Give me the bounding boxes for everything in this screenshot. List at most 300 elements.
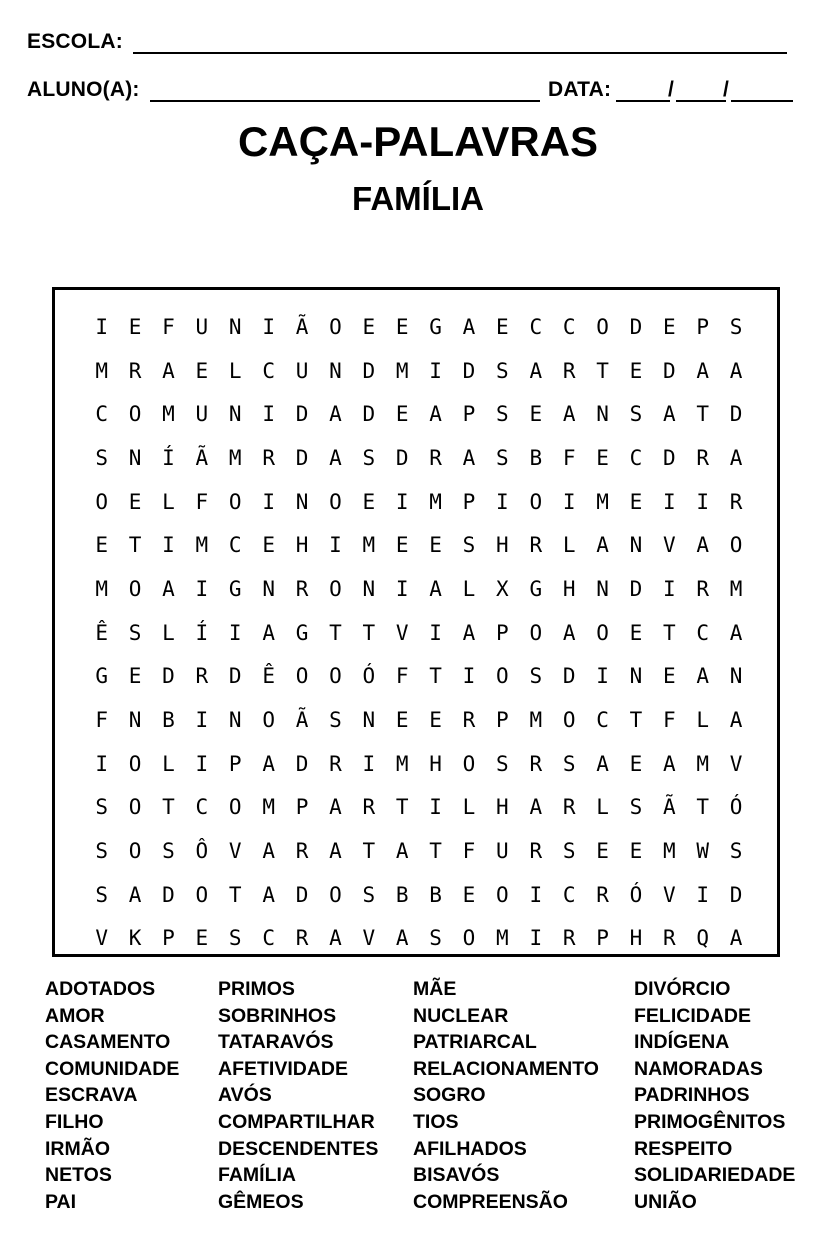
grid-letter[interactable]: A <box>729 620 743 645</box>
grid-letter[interactable]: P <box>696 314 710 339</box>
grid-letter[interactable]: R <box>596 882 609 907</box>
grid-letter[interactable]: T <box>663 620 676 645</box>
grid-letter[interactable]: G <box>95 664 109 689</box>
grid-letter[interactable]: A <box>128 882 142 907</box>
grid-letter[interactable]: T <box>429 664 442 689</box>
grid-letter[interactable]: N <box>128 445 142 470</box>
grid-letter[interactable]: R <box>262 445 275 470</box>
grid-letter[interactable]: L <box>162 489 175 514</box>
grid-letter[interactable]: E <box>429 533 442 558</box>
grid-letter[interactable]: S <box>362 445 376 470</box>
grid-letter[interactable]: Ê <box>262 664 275 689</box>
date-day-field[interactable] <box>616 100 670 102</box>
grid-letter[interactable]: L <box>162 751 175 776</box>
grid-letter[interactable]: N <box>329 358 342 383</box>
grid-letter[interactable]: P <box>496 620 509 645</box>
grid-letter[interactable]: P <box>462 489 476 514</box>
grid-letter[interactable]: C <box>262 926 275 951</box>
grid-letter[interactable]: A <box>596 533 609 558</box>
grid-letter[interactable]: E <box>429 708 442 733</box>
grid-letter[interactable]: S <box>429 926 442 951</box>
grid-letter[interactable]: C <box>262 358 275 383</box>
grid-letter[interactable]: E <box>195 358 209 383</box>
grid-letter[interactable]: D <box>362 358 376 383</box>
grid-letter[interactable]: E <box>395 402 409 427</box>
grid-letter[interactable]: A <box>696 533 710 558</box>
grid-letter[interactable]: T <box>596 358 609 383</box>
grid-letter[interactable]: G <box>228 576 242 601</box>
grid-letter[interactable]: A <box>462 445 476 470</box>
grid-letter[interactable]: D <box>729 882 743 907</box>
grid-letter[interactable]: V <box>663 533 676 558</box>
grid-letter[interactable]: O <box>329 314 342 339</box>
grid-letter[interactable]: M <box>228 445 242 470</box>
grid-letter[interactable]: S <box>95 839 109 864</box>
grid-letter[interactable]: R <box>429 445 442 470</box>
grid-letter[interactable]: S <box>95 795 109 820</box>
grid-letter[interactable]: O <box>329 576 342 601</box>
grid-letter[interactable]: Í <box>162 445 175 470</box>
grid-letter[interactable]: N <box>629 533 643 558</box>
grid-letter[interactable]: M <box>696 751 710 776</box>
grid-letter[interactable]: N <box>262 576 275 601</box>
grid-letter[interactable]: L <box>696 708 710 733</box>
grid-letter[interactable]: A <box>262 882 275 907</box>
grid-letter[interactable]: C <box>95 402 109 427</box>
grid-letter[interactable]: L <box>228 358 242 383</box>
grid-letter[interactable]: S <box>729 839 743 864</box>
grid-letter[interactable]: R <box>663 926 676 951</box>
grid-letter[interactable]: M <box>95 576 109 601</box>
grid-letter[interactable]: I <box>395 576 409 601</box>
grid-letter[interactable]: O <box>128 839 142 864</box>
grid-letter[interactable]: S <box>162 839 175 864</box>
grid-letter[interactable]: C <box>562 314 576 339</box>
grid-letter[interactable]: N <box>228 402 242 427</box>
grid-letter[interactable]: F <box>462 839 476 864</box>
grid-letter[interactable]: D <box>162 664 175 689</box>
grid-letter[interactable]: N <box>629 664 643 689</box>
grid-letter[interactable]: A <box>262 839 275 864</box>
grid-letter[interactable]: V <box>362 926 376 951</box>
grid-letter[interactable]: O <box>496 664 509 689</box>
grid-letter[interactable]: F <box>663 708 676 733</box>
grid-letter[interactable]: G <box>295 620 309 645</box>
grid-letter[interactable]: H <box>562 576 576 601</box>
grid-letter[interactable]: O <box>329 882 342 907</box>
grid-letter[interactable]: E <box>395 314 409 339</box>
grid-letter[interactable]: E <box>596 839 609 864</box>
grid-letter[interactable]: N <box>128 708 142 733</box>
grid-letter[interactable]: S <box>95 882 109 907</box>
grid-letter[interactable]: S <box>496 402 509 427</box>
grid-letter[interactable]: V <box>228 839 242 864</box>
grid-letter[interactable]: O <box>529 620 543 645</box>
grid-letter[interactable]: R <box>462 708 476 733</box>
grid-letter[interactable]: C <box>529 314 543 339</box>
grid-letter[interactable]: G <box>429 314 442 339</box>
grid-letter[interactable]: A <box>529 795 543 820</box>
grid-letter[interactable]: M <box>596 489 609 514</box>
grid-letter[interactable]: E <box>362 314 376 339</box>
grid-letter[interactable]: O <box>496 882 509 907</box>
grid-letter[interactable]: S <box>496 358 509 383</box>
grid-letter[interactable]: U <box>195 402 209 427</box>
grid-letter[interactable]: N <box>729 664 743 689</box>
grid-letter[interactable]: S <box>329 708 342 733</box>
grid-letter[interactable]: O <box>295 664 309 689</box>
grid-letter[interactable]: P <box>295 795 309 820</box>
grid-letter[interactable]: U <box>195 314 209 339</box>
grid-letter[interactable]: M <box>362 533 376 558</box>
grid-letter[interactable]: I <box>696 489 710 514</box>
grid-letter[interactable]: A <box>462 314 476 339</box>
grid-letter[interactable]: I <box>195 708 209 733</box>
grid-letter[interactable]: O <box>329 489 342 514</box>
grid-letter[interactable]: L <box>462 576 476 601</box>
grid-letter[interactable]: E <box>262 533 275 558</box>
grid-letter[interactable]: M <box>195 533 209 558</box>
grid-letter[interactable]: M <box>395 358 409 383</box>
grid-letter[interactable]: B <box>529 445 543 470</box>
grid-letter[interactable]: M <box>529 708 543 733</box>
grid-letter[interactable]: H <box>496 795 509 820</box>
grid-letter[interactable]: O <box>128 576 142 601</box>
grid-letter[interactable]: R <box>128 358 142 383</box>
grid-letter[interactable]: E <box>496 314 509 339</box>
grid-letter[interactable]: I <box>562 489 576 514</box>
grid-letter[interactable]: A <box>329 445 342 470</box>
grid-letter[interactable]: V <box>95 926 109 951</box>
grid-letter[interactable]: Ó <box>629 882 643 907</box>
grid-letter[interactable]: M <box>429 489 442 514</box>
grid-letter[interactable]: I <box>596 664 609 689</box>
grid-letter[interactable]: A <box>596 751 609 776</box>
grid-letter[interactable]: P <box>462 402 476 427</box>
grid-letter[interactable]: F <box>195 489 209 514</box>
grid-letter[interactable]: R <box>729 489 743 514</box>
grid-letter[interactable]: C <box>562 882 576 907</box>
grid-letter[interactable]: O <box>596 314 609 339</box>
grid-letter[interactable]: O <box>462 751 476 776</box>
grid-letter[interactable]: D <box>395 445 409 470</box>
grid-letter[interactable]: Ó <box>729 795 743 820</box>
grid-letter[interactable]: F <box>95 708 109 733</box>
grid-letter[interactable]: O <box>262 708 275 733</box>
grid-letter[interactable]: D <box>629 576 643 601</box>
grid-letter[interactable]: O <box>729 533 743 558</box>
grid-letter[interactable]: T <box>696 402 710 427</box>
grid-letter[interactable]: L <box>462 795 476 820</box>
grid-letter[interactable]: I <box>262 489 275 514</box>
grid-letter[interactable]: A <box>462 620 476 645</box>
grid-letter[interactable]: O <box>95 489 109 514</box>
grid-letter[interactable]: D <box>362 402 376 427</box>
grid-letter[interactable]: H <box>496 533 509 558</box>
grid-letter[interactable]: I <box>429 795 442 820</box>
grid-letter[interactable]: I <box>195 751 209 776</box>
grid-letter[interactable]: E <box>362 489 376 514</box>
grid-letter[interactable]: I <box>329 533 342 558</box>
grid-letter[interactable]: S <box>562 751 576 776</box>
grid-letter[interactable]: W <box>696 839 710 864</box>
grid-letter[interactable]: H <box>295 533 309 558</box>
grid-letter[interactable]: O <box>128 402 142 427</box>
grid-letter[interactable]: A <box>729 708 743 733</box>
grid-letter[interactable]: P <box>596 926 609 951</box>
grid-letter[interactable]: A <box>329 795 342 820</box>
grid-letter[interactable]: Ã <box>663 795 676 820</box>
grid-letter[interactable]: L <box>162 620 175 645</box>
grid-letter[interactable]: A <box>262 751 275 776</box>
grid-letter[interactable]: T <box>362 839 376 864</box>
grid-letter[interactable]: A <box>663 751 676 776</box>
grid-letter[interactable]: D <box>729 402 743 427</box>
grid-letter[interactable]: E <box>663 664 676 689</box>
grid-letter[interactable]: S <box>529 664 543 689</box>
grid-letter[interactable]: O <box>462 926 476 951</box>
grid-letter[interactable]: M <box>95 358 109 383</box>
grid-letter[interactable]: E <box>629 751 643 776</box>
grid-letter[interactable]: N <box>295 489 309 514</box>
grid-letter[interactable]: A <box>696 664 710 689</box>
grid-letter[interactable]: A <box>329 926 342 951</box>
grid-letter[interactable]: C <box>195 795 209 820</box>
grid-letter[interactable]: A <box>729 358 743 383</box>
grid-letter[interactable]: F <box>395 664 409 689</box>
grid-letter[interactable]: O <box>228 795 242 820</box>
grid-letter[interactable]: U <box>496 839 509 864</box>
grid-letter[interactable]: M <box>262 795 275 820</box>
grid-letter[interactable]: O <box>128 795 142 820</box>
grid-letter[interactable]: A <box>162 576 175 601</box>
grid-letter[interactable]: R <box>562 795 576 820</box>
grid-letter[interactable]: N <box>362 576 376 601</box>
grid-letter[interactable]: A <box>395 926 409 951</box>
grid-letter[interactable]: E <box>395 708 409 733</box>
grid-letter[interactable]: I <box>696 882 710 907</box>
grid-letter[interactable]: R <box>362 795 376 820</box>
grid-letter[interactable]: T <box>629 708 643 733</box>
grid-letter[interactable]: B <box>429 882 442 907</box>
grid-letter[interactable]: I <box>395 489 409 514</box>
grid-letter[interactable]: A <box>162 358 175 383</box>
grid-letter[interactable]: E <box>629 489 643 514</box>
aluno-field[interactable] <box>150 100 540 102</box>
grid-letter[interactable]: T <box>362 620 376 645</box>
grid-letter[interactable]: I <box>462 664 476 689</box>
grid-letter[interactable]: Ã <box>195 445 209 470</box>
grid-letter[interactable]: S <box>228 926 242 951</box>
grid-letter[interactable]: S <box>128 620 142 645</box>
grid-letter[interactable]: M <box>162 402 175 427</box>
grid-letter[interactable]: O <box>128 751 142 776</box>
grid-letter[interactable]: D <box>162 882 175 907</box>
grid-letter[interactable]: O <box>195 882 209 907</box>
grid-letter[interactable]: P <box>496 708 509 733</box>
grid-letter[interactable]: R <box>529 839 543 864</box>
grid-letter[interactable]: I <box>162 533 175 558</box>
grid-letter[interactable]: I <box>663 576 676 601</box>
grid-letter[interactable]: I <box>663 489 676 514</box>
date-month-field[interactable] <box>676 100 726 102</box>
grid-letter[interactable]: Ê <box>95 620 109 645</box>
grid-letter[interactable]: A <box>729 445 743 470</box>
grid-letter[interactable]: R <box>696 445 710 470</box>
grid-letter[interactable]: A <box>329 402 342 427</box>
grid-letter[interactable]: B <box>395 882 409 907</box>
grid-letter[interactable]: D <box>663 445 676 470</box>
grid-letter[interactable]: F <box>562 445 576 470</box>
grid-letter[interactable]: O <box>562 708 576 733</box>
grid-letter[interactable]: B <box>162 708 175 733</box>
grid-letter[interactable]: A <box>529 358 543 383</box>
grid-letter[interactable]: Ã <box>295 708 309 733</box>
grid-letter[interactable]: S <box>729 314 743 339</box>
grid-letter[interactable]: L <box>596 795 609 820</box>
grid-letter[interactable]: A <box>429 402 442 427</box>
grid-letter[interactable]: E <box>95 533 109 558</box>
grid-letter[interactable]: I <box>262 402 275 427</box>
grid-letter[interactable]: A <box>395 839 409 864</box>
grid-letter[interactable]: D <box>629 314 643 339</box>
grid-letter[interactable]: S <box>629 402 643 427</box>
grid-letter[interactable]: L <box>562 533 576 558</box>
grid-letter[interactable]: N <box>596 402 609 427</box>
grid-letter[interactable]: M <box>663 839 676 864</box>
grid-letter[interactable]: M <box>729 576 743 601</box>
grid-letter[interactable]: C <box>629 445 643 470</box>
grid-letter[interactable]: I <box>362 751 376 776</box>
grid-letter[interactable]: F <box>162 314 175 339</box>
grid-letter[interactable]: A <box>562 620 576 645</box>
grid-letter[interactable]: Ô <box>195 839 209 864</box>
grid-letter[interactable]: N <box>228 708 242 733</box>
grid-letter[interactable]: E <box>128 489 142 514</box>
grid-letter[interactable]: O <box>228 489 242 514</box>
grid-letter[interactable]: T <box>162 795 175 820</box>
grid-letter[interactable]: E <box>629 839 643 864</box>
grid-letter[interactable]: A <box>329 839 342 864</box>
grid-letter[interactable]: E <box>462 882 476 907</box>
grid-letter[interactable]: N <box>228 314 242 339</box>
grid-letter[interactable]: E <box>128 314 142 339</box>
grid-letter[interactable]: R <box>195 664 209 689</box>
grid-letter[interactable]: A <box>429 576 442 601</box>
grid-letter[interactable]: R <box>529 751 543 776</box>
grid-letter[interactable]: D <box>295 882 309 907</box>
grid-letter[interactable]: D <box>295 402 309 427</box>
grid-letter[interactable]: I <box>195 576 209 601</box>
escola-field[interactable] <box>133 52 787 54</box>
grid-letter[interactable]: N <box>362 708 376 733</box>
grid-letter[interactable]: Ã <box>295 314 309 339</box>
grid-letter[interactable]: R <box>329 751 342 776</box>
grid-letter[interactable]: O <box>329 664 342 689</box>
grid-letter[interactable]: E <box>629 620 643 645</box>
grid-letter[interactable]: R <box>529 533 543 558</box>
grid-letter[interactable]: I <box>496 489 509 514</box>
grid-letter[interactable]: R <box>696 576 710 601</box>
grid-letter[interactable]: V <box>395 620 409 645</box>
grid-letter[interactable]: V <box>663 882 676 907</box>
grid-letter[interactable]: Q <box>696 926 710 951</box>
grid-letter[interactable]: A <box>696 358 710 383</box>
grid-letter[interactable]: E <box>629 358 643 383</box>
grid-letter[interactable]: R <box>295 839 309 864</box>
grid-letter[interactable]: Í <box>195 620 209 645</box>
grid-letter[interactable]: D <box>228 664 242 689</box>
grid-letter[interactable]: K <box>128 926 142 951</box>
grid-letter[interactable]: E <box>663 314 676 339</box>
date-year-field[interactable] <box>731 100 793 102</box>
grid-letter[interactable]: R <box>562 926 576 951</box>
grid-letter[interactable]: C <box>696 620 710 645</box>
grid-letter[interactable]: E <box>596 445 609 470</box>
grid-letter[interactable]: D <box>663 358 676 383</box>
grid-letter[interactable]: Ó <box>362 664 376 689</box>
grid-letter[interactable]: T <box>429 839 442 864</box>
grid-letter[interactable]: U <box>295 358 309 383</box>
grid-letter[interactable]: H <box>429 751 442 776</box>
grid-letter[interactable]: C <box>228 533 242 558</box>
grid-letter[interactable]: E <box>128 664 142 689</box>
grid-letter[interactable]: R <box>562 358 576 383</box>
grid-letter[interactable]: P <box>162 926 175 951</box>
grid-letter[interactable]: N <box>596 576 609 601</box>
grid-letter[interactable]: T <box>696 795 710 820</box>
grid-letter[interactable]: A <box>663 402 676 427</box>
grid-letter[interactable]: T <box>228 882 242 907</box>
grid-letter[interactable]: A <box>262 620 275 645</box>
grid-letter[interactable]: S <box>496 751 509 776</box>
grid-letter[interactable]: D <box>295 751 309 776</box>
grid-letter[interactable]: D <box>295 445 309 470</box>
grid-letter[interactable]: I <box>529 926 543 951</box>
grid-letter[interactable]: S <box>95 445 109 470</box>
grid-letter[interactable]: E <box>195 926 209 951</box>
grid-letter[interactable]: M <box>496 926 509 951</box>
grid-letter[interactable]: T <box>395 795 409 820</box>
grid-letter[interactable]: P <box>228 751 242 776</box>
grid-letter[interactable]: S <box>496 445 509 470</box>
grid-letter[interactable]: R <box>295 926 309 951</box>
grid-letter[interactable]: I <box>262 314 275 339</box>
grid-letter[interactable]: O <box>529 489 543 514</box>
grid-letter[interactable]: I <box>429 620 442 645</box>
grid-letter[interactable]: S <box>562 839 576 864</box>
grid-letter[interactable]: G <box>529 576 543 601</box>
grid-letter[interactable]: I <box>95 751 109 776</box>
grid-letter[interactable]: C <box>596 708 609 733</box>
grid-letter[interactable]: E <box>395 533 409 558</box>
grid-letter[interactable]: I <box>228 620 242 645</box>
grid-letter[interactable]: I <box>95 314 109 339</box>
grid-letter[interactable]: E <box>529 402 543 427</box>
grid-letter[interactable]: I <box>529 882 543 907</box>
grid-letter[interactable]: A <box>562 402 576 427</box>
grid-letter[interactable]: R <box>295 576 309 601</box>
grid-letter[interactable]: D <box>562 664 576 689</box>
grid-letter[interactable]: H <box>629 926 643 951</box>
grid-letter[interactable]: T <box>128 533 142 558</box>
grid-letter[interactable]: S <box>629 795 643 820</box>
grid-letter[interactable]: S <box>462 533 476 558</box>
grid-letter[interactable]: A <box>729 926 743 951</box>
grid-letter[interactable]: S <box>362 882 376 907</box>
grid-letter[interactable]: V <box>729 751 743 776</box>
grid-letter[interactable]: T <box>329 620 342 645</box>
